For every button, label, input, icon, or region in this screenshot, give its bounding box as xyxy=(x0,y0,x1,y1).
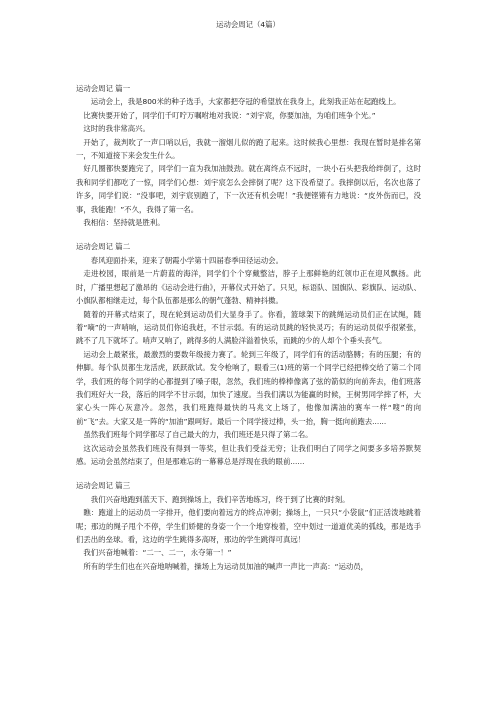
paragraph: 春风迎面扑来，迎来了朝霞小学第十四届春季田径运动会。 xyxy=(90,255,283,265)
paragraph: 我们兴奋地跑到蓝天下、跑到操场上，我们辛苦地练习，终于到了比赛的时刻。 xyxy=(90,494,350,504)
paragraph: 我相信：坚持就是胜利。 xyxy=(83,218,165,228)
paragraph: 运动会上，我是800米的种子选手，大家都把夺冠的希望放在我身上，此刻我正站在起跑线上。 xyxy=(90,97,401,107)
paragraph: 虽然我们班每个同学都尽了自己最大的力，我们班还是只得了第二名。 xyxy=(83,430,313,440)
document-title: 运动会周记（4篇） xyxy=(216,20,280,29)
section-gap xyxy=(76,229,421,240)
paragraph: 这次运动会虽然我们班没有得到一等奖，但让我们受益无穷；让我们明白了同学之间要多多培养默契感。运动会虽然结束了，但是那难忘的一幕幕总是浮现在我的眼前...... xyxy=(76,443,421,466)
paragraph: 这时的我非常高兴。 xyxy=(83,124,150,134)
section-gap xyxy=(76,468,421,479)
section-heading: 运动会周记 篇二 xyxy=(76,242,131,252)
paragraph: 比赛快要开始了，同学们千叮咛万嘱咐地对我说：“刘宇宸，你要加油，为咱们班争个光。” xyxy=(83,110,376,120)
paragraph: 走进校园，眼前是一片蔚蓝的海洋，同学们个个穿戴整洁，脖子上那鲜艳的红领巾正在迎风飘扬。此时，广播里想起了激昂的《运动会进行曲》，开幕仪式开始了。只见，标语队、国旗队、彩旗队、运动队、小旗队都相继走过，每个队伍都是那么的朝气蓬勃、精神抖擞。 xyxy=(76,269,421,306)
paragraph: 瞧：跑道上的运动员一字排开，他们要向着远方的终点冲刺；操场上，一只只“小袋鼠”们正活泼地跳着呢；那边的绳子甩个不停，学生们娇健的身姿一个一个地穿梭着，空中划过一道道优美的弧线，那是选手们丢出的垒球。看，这边的学生跳得多高呀，那边的学生跳得可真远！ xyxy=(76,508,421,544)
paragraph: 所有的学生们也在兴奋地呐喊着，操场上为运动员加油的喊声一声比一声高：“运动员， xyxy=(83,561,369,571)
paragraph: 运动会上最紧张，最激烈的要数年级接力赛了。轮到三年级了，同学们有的活动胳膊；有的压腿；有的伸脚。每个队员都生龙活虎，跃跃欲试。发令枪响了，眼看三(1)班的第一个同学已经把棒交给了第二个同学，我们班的每个同学的心都提到了嗓子眼，忽然，我们班的棒棒像离了弦的箭似的向前奔去，他们班落我们班好大一段，落后的同学不甘示弱，加快了速度。当我们满以为能赢的时候，王树男同学摔了杯，大家心头一阵心灰意冷。忽然，我们班跑得最快的马兆文上场了，他像加满油的赛车一样“嗖”的向前“飞”去。大家又是一阵的“加油”跟呵好。最后一个同学接过棒，头一抬，胸一挺向前跑去...... xyxy=(76,349,421,426)
paragraph: 随着的开幕式结束了，现在轮到运动员们大显身手了。你看，篮球架下的跳绳运动员们正在试绳，随着“嘀”的一声哨响，运动员们你追我赶，不甘示弱。有的运动员跳的轻快灵巧；有的运动员似乎很紧张，跳不了几下就坏了。哨声又响了，跳得多的人满脸洋溢着快乐，而跳的少的人却个个垂头丧气。 xyxy=(76,309,421,346)
paragraph: 开始了，裁判吹了一声口哨以后，我就一溜烟儿似的跑了起来。这时候我心里想：我现在暂时是排名第一，不知道接下来会发生什么。 xyxy=(76,137,421,161)
section-heading: 运动会周记 篇三 xyxy=(76,481,131,491)
paragraph: 好几圈都快要跑完了，同学们一直为我加油鼓劲。就在离终点不远时，一块小石头把我给绊倒了，这时我和同学们都吃了一惊，同学们心想：刘宇宸怎么会摔倒了呢？这下没希望了。我摔倒以后，名次也落了许多，同学们说：“没事吧，刘宇宸别跑了，下一次还有机会呢！”我便铿锵有力地说：“皮外伤而已，没事，我能跑！”不久，我得了第一名。 xyxy=(76,164,421,214)
section-heading: 运动会周记 篇一 xyxy=(76,84,131,93)
document-body xyxy=(76,82,421,573)
paragraph: 我们兴奋地喊着：“二一、二一，永夺第一！” xyxy=(83,548,232,558)
